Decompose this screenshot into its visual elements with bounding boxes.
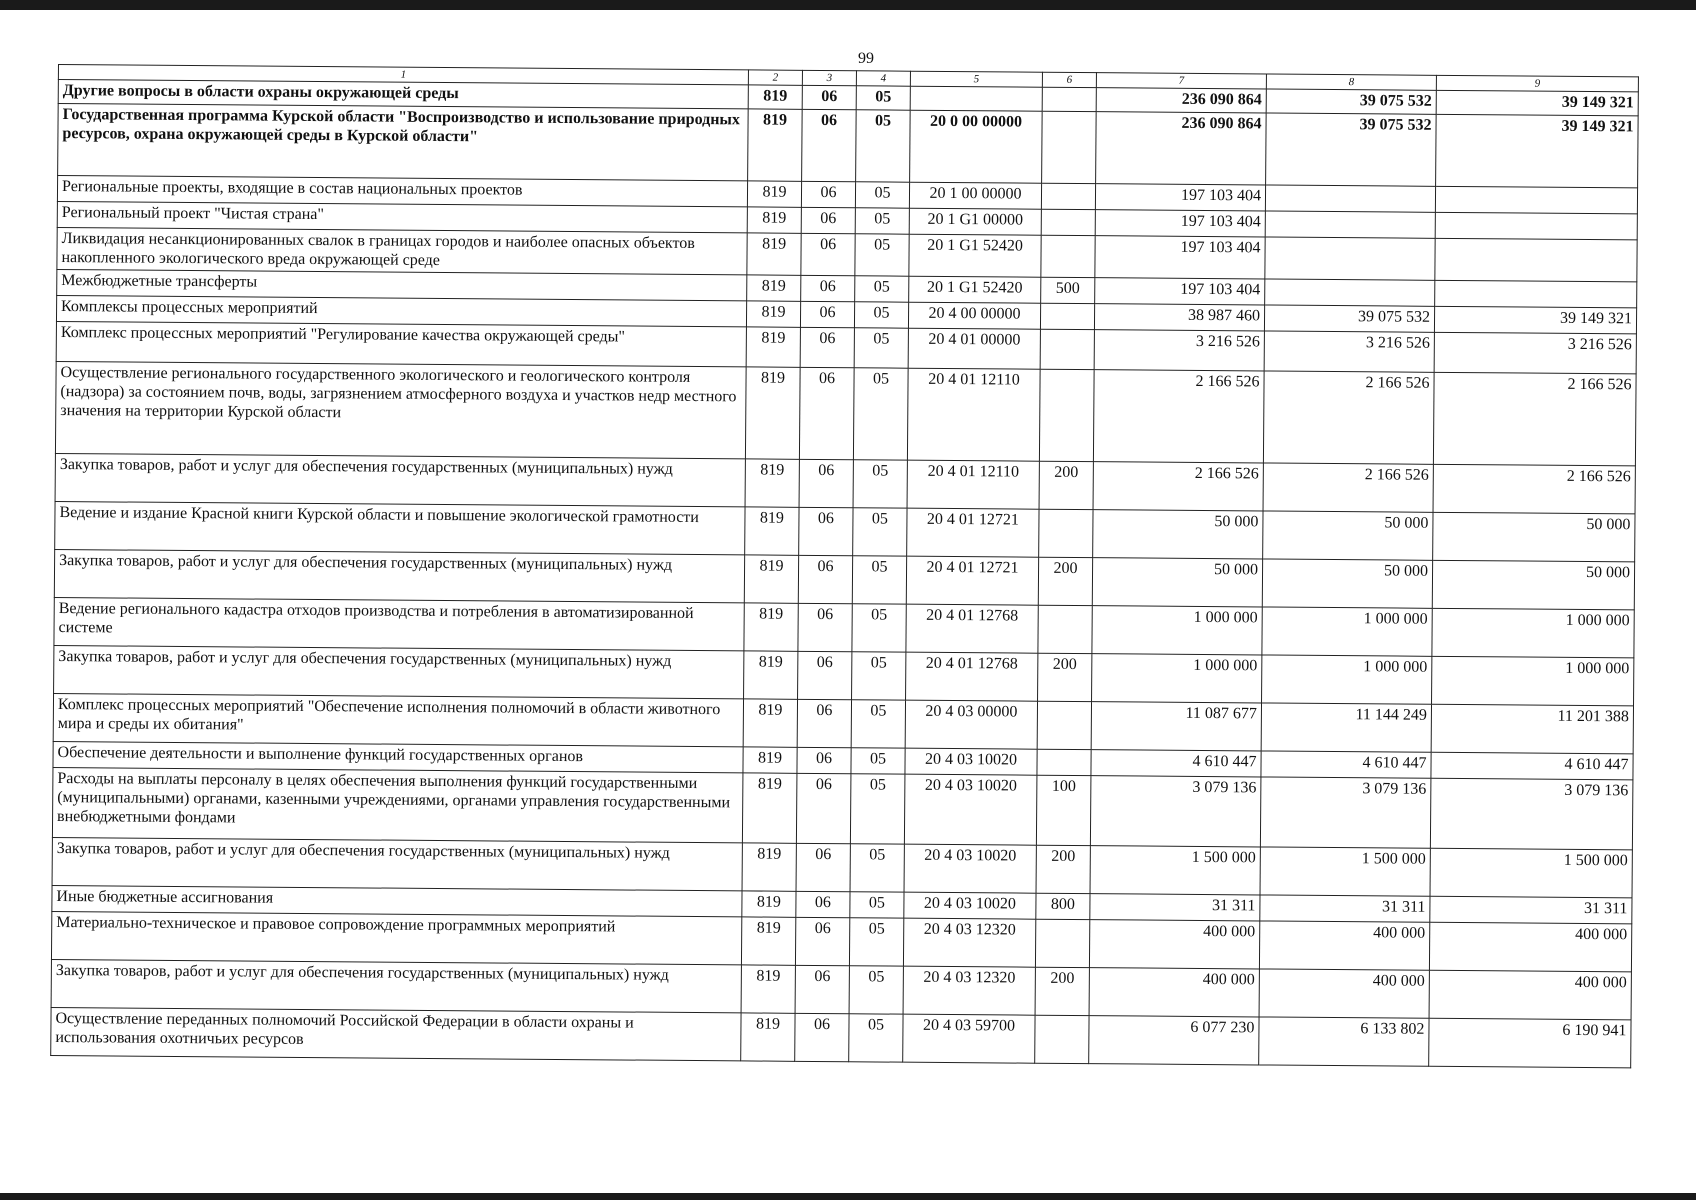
cell-amount-3: 400 000 — [1429, 970, 1631, 1020]
cell-expense-type — [1035, 919, 1089, 967]
cell-name: Закупка товаров, работ и услуг для обеспечения государственных (муниципальных) нужд — [55, 453, 745, 506]
cell-target-article: 20 4 03 00000 — [905, 700, 1037, 749]
cell-name: Государственная программа Курской области "Воспроизводство и использование природных ресурсов, охрана окружающей среды в Курской области" — [58, 104, 749, 181]
cell-grbs: 819 — [741, 917, 795, 965]
column-number: 9 — [1436, 75, 1638, 92]
cell-subsection: 05 — [852, 556, 906, 604]
cell-section: 06 — [798, 603, 852, 651]
cell-amount-3 — [1435, 280, 1637, 308]
cell-target-article: 20 1 G1 52420 — [909, 276, 1041, 303]
cell-amount-1: 38 987 460 — [1094, 304, 1264, 331]
cell-name: Ведение регионального кадастра отходов производства и потребления в автоматизированной системе — [54, 597, 744, 650]
cell-grbs: 819 — [742, 773, 797, 843]
cell-target-article: 20 4 01 00000 — [908, 328, 1040, 369]
cell-grbs: 819 — [747, 181, 801, 207]
budget-table — [50, 64, 1639, 1068]
cell-amount-2: 6 133 802 — [1259, 1017, 1429, 1066]
column-number: 4 — [856, 71, 910, 86]
cell-name: Ведение и издание Красной книги Курской области и повышение экологической грамотности — [55, 501, 745, 554]
cell-section: 06 — [795, 1013, 849, 1061]
cell-amount-1: 1 500 000 — [1090, 846, 1260, 895]
cell-section: 06 — [802, 109, 857, 181]
cell-amount-1: 50 000 — [1092, 558, 1262, 607]
cell-name: Осуществление регионального государственного экологического и геологического контроля (надзора) за состоянием почв, воды, загрязнением атмосферного воздуха и участков недр местного значения на территории Курской области — [55, 361, 746, 458]
cell-amount-3: 39 149 321 — [1436, 90, 1638, 116]
cell-expense-type — [1042, 87, 1096, 111]
cell-amount-3 — [1435, 186, 1637, 214]
cell-section: 06 — [799, 459, 853, 507]
cell-amount-1: 31 311 — [1090, 894, 1260, 921]
cell-amount-2 — [1265, 237, 1435, 280]
cell-expense-type — [1037, 701, 1091, 749]
cell-target-article: 20 4 01 12768 — [906, 604, 1038, 653]
cell-subsection: 05 — [855, 234, 909, 276]
cell-subsection: 05 — [856, 110, 911, 182]
cell-subsection: 05 — [850, 774, 905, 844]
cell-amount-3 — [1435, 238, 1637, 282]
cell-name: Закупка товаров, работ и услуг для обеспечения государственных (муниципальных) нужд — [52, 837, 742, 890]
cell-subsection: 05 — [852, 652, 906, 700]
cell-amount-1: 197 103 404 — [1095, 236, 1265, 279]
cell-subsection: 05 — [853, 368, 908, 460]
cell-amount-1: 6 077 230 — [1089, 1016, 1259, 1065]
scan-border-top — [0, 0, 1696, 10]
cell-subsection: 05 — [853, 460, 907, 508]
cell-grbs: 819 — [747, 207, 801, 233]
cell-expense-type — [1041, 235, 1095, 277]
cell-expense-type — [1037, 749, 1091, 775]
cell-amount-2: 4 610 447 — [1261, 751, 1431, 778]
cell-expense-type: 500 — [1041, 277, 1095, 303]
cell-amount-3: 11 201 388 — [1431, 704, 1633, 754]
cell-section: 06 — [801, 207, 855, 233]
cell-amount-3: 4 610 447 — [1431, 752, 1633, 780]
cell-amount-2 — [1265, 279, 1435, 306]
cell-section: 06 — [797, 699, 851, 747]
cell-grbs: 819 — [747, 233, 801, 275]
cell-target-article: 20 4 01 12110 — [907, 460, 1039, 509]
cell-grbs: 819 — [748, 85, 802, 109]
cell-amount-2: 3 216 526 — [1264, 331, 1434, 372]
table-row — [58, 104, 1639, 188]
cell-section: 06 — [798, 651, 852, 699]
table-row — [52, 767, 1633, 849]
budget-table-sheet — [50, 64, 1638, 1068]
column-number: 3 — [802, 70, 856, 85]
cell-name: Закупка товаров, работ и услуг для обеспечения государственных (муниципальных) нужд — [54, 549, 744, 602]
cell-expense-type — [1035, 1015, 1089, 1063]
cell-section: 06 — [800, 301, 854, 327]
cell-target-article: 20 4 03 12320 — [903, 966, 1035, 1015]
cell-amount-3 — [1435, 212, 1637, 240]
cell-grbs: 819 — [744, 603, 798, 651]
cell-target-article: 20 4 03 10020 — [904, 844, 1036, 893]
cell-subsection: 05 — [855, 208, 909, 234]
cell-subsection: 05 — [853, 508, 907, 556]
cell-name: Материально-техническое и правовое сопровождение программных мероприятий — [51, 911, 741, 964]
cell-amount-1: 50 000 — [1093, 510, 1263, 559]
cell-amount-3: 2 166 526 — [1433, 372, 1636, 466]
cell-subsection: 05 — [855, 182, 909, 208]
cell-expense-type: 100 — [1036, 775, 1091, 845]
cell-amount-2: 50 000 — [1263, 511, 1433, 560]
cell-grbs: 819 — [744, 651, 798, 699]
cell-expense-type — [1039, 509, 1093, 557]
cell-amount-1: 3 216 526 — [1094, 330, 1264, 371]
cell-name: Другие вопросы в области охраны окружающей среды — [58, 80, 748, 109]
cell-amount-1: 197 103 404 — [1095, 278, 1265, 305]
cell-name: Комплекс процессных мероприятий "Обеспечение исполнения полномочий в области животного мира и среды их обитания" — [53, 693, 743, 746]
cell-section: 06 — [796, 891, 850, 917]
cell-expense-type: 200 — [1035, 967, 1089, 1015]
cell-amount-1: 236 090 864 — [1096, 112, 1267, 185]
cell-section: 06 — [799, 507, 853, 555]
cell-name: Региональный проект "Чистая страна" — [57, 201, 747, 232]
cell-target-article: 20 4 01 12721 — [906, 556, 1038, 605]
cell-name: Обеспечение деятельности и выполнение функций государственных органов — [53, 741, 743, 772]
cell-amount-1: 1 000 000 — [1092, 654, 1262, 703]
cell-grbs: 819 — [745, 459, 799, 507]
cell-section: 06 — [801, 275, 855, 301]
cell-name: Закупка товаров, работ и услуг для обеспечения государственных (муниципальных) нужд — [54, 645, 744, 698]
cell-target-article: 20 4 03 10020 — [904, 774, 1037, 845]
cell-amount-3: 3 216 526 — [1434, 332, 1636, 374]
cell-amount-2: 1 000 000 — [1262, 655, 1432, 704]
cell-subsection: 05 — [849, 966, 903, 1014]
cell-grbs: 819 — [743, 747, 797, 773]
cell-amount-2: 400 000 — [1259, 921, 1429, 970]
cell-subsection: 05 — [854, 302, 908, 328]
cell-section: 06 — [798, 555, 852, 603]
column-number: 7 — [1096, 73, 1266, 89]
cell-target-article: 20 4 03 59700 — [903, 1014, 1035, 1063]
cell-amount-2: 1 500 000 — [1260, 847, 1430, 896]
column-number: 6 — [1042, 72, 1096, 87]
cell-amount-2: 39 075 532 — [1264, 305, 1434, 332]
cell-name: Ликвидация несанкционированных свалок в границах городов и наиболее опасных объектов накопленного экологического вреда окружающей среде — [57, 227, 747, 274]
cell-grbs: 819 — [747, 275, 801, 301]
cell-amount-3: 1 500 000 — [1430, 848, 1632, 898]
cell-amount-2: 2 166 526 — [1263, 463, 1433, 512]
cell-section: 06 — [796, 773, 851, 843]
cell-amount-1: 4 610 447 — [1091, 750, 1261, 777]
cell-amount-3: 50 000 — [1433, 512, 1635, 562]
column-number: 5 — [910, 71, 1042, 87]
cell-target-article: 20 1 00 00000 — [909, 182, 1041, 209]
column-number: 8 — [1266, 74, 1436, 90]
cell-amount-2: 400 000 — [1259, 969, 1429, 1018]
cell-subsection: 05 — [849, 918, 903, 966]
cell-name: Комплексы процессных мероприятий — [56, 295, 746, 326]
cell-section: 06 — [796, 843, 850, 891]
cell-amount-1: 400 000 — [1089, 920, 1259, 969]
cell-name: Иные бюджетные ассигнования — [52, 885, 742, 916]
cell-amount-2: 39 075 532 — [1266, 113, 1437, 186]
cell-target-article: 20 1 G1 00000 — [909, 208, 1041, 235]
cell-expense-type — [1041, 209, 1095, 235]
cell-amount-3: 400 000 — [1429, 922, 1631, 972]
cell-amount-1: 11 087 677 — [1091, 702, 1261, 751]
cell-name: Региональные проекты, входящие в состав национальных проектов — [57, 176, 747, 207]
cell-section: 06 — [801, 181, 855, 207]
cell-amount-2: 50 000 — [1262, 559, 1432, 608]
cell-amount-2: 31 311 — [1260, 895, 1430, 922]
cell-amount-3: 2 166 526 — [1433, 464, 1635, 514]
cell-target-article: 20 0 00 00000 — [910, 110, 1043, 183]
cell-amount-1: 2 166 526 — [1093, 370, 1264, 463]
cell-target-article: 20 4 01 12721 — [907, 508, 1039, 557]
page-number: 99 — [858, 50, 874, 67]
scan-border-bottom — [0, 1193, 1696, 1200]
cell-name: Комплекс процессных мероприятий "Регулирование качества окружающей среды" — [56, 321, 746, 366]
cell-expense-type: 200 — [1036, 845, 1090, 893]
cell-section: 06 — [795, 917, 849, 965]
cell-amount-1: 236 090 864 — [1096, 88, 1266, 113]
cell-expense-type — [1040, 303, 1094, 329]
cell-subsection: 05 — [856, 86, 910, 110]
cell-expense-type — [1038, 605, 1092, 653]
cell-amount-1: 197 103 404 — [1095, 184, 1265, 211]
cell-amount-1: 2 166 526 — [1093, 462, 1263, 511]
cell-target-article: 20 4 03 10020 — [905, 748, 1037, 775]
cell-grbs: 819 — [748, 109, 803, 181]
cell-section: 06 — [801, 233, 855, 275]
cell-name: Осуществление переданных полномочий Российской Федерации в области охраны и использования охотничьих ресурсов — [51, 1007, 741, 1060]
table-row — [55, 361, 1636, 465]
cell-amount-3: 31 311 — [1430, 896, 1632, 924]
cell-target-article: 20 4 03 10020 — [904, 892, 1036, 919]
cell-amount-3: 1 000 000 — [1432, 656, 1634, 706]
cell-section: 06 — [797, 747, 851, 773]
cell-amount-1: 197 103 404 — [1095, 210, 1265, 237]
cell-target-article: 20 1 G1 52420 — [909, 234, 1041, 277]
cell-amount-3: 39 149 321 — [1434, 306, 1636, 334]
cell-amount-1: 1 000 000 — [1092, 606, 1262, 655]
cell-grbs: 819 — [741, 1013, 795, 1061]
cell-amount-2: 2 166 526 — [1263, 371, 1434, 464]
cell-grbs: 819 — [742, 891, 796, 917]
cell-subsection: 05 — [855, 276, 909, 302]
cell-amount-2: 1 000 000 — [1262, 607, 1432, 656]
cell-section: 06 — [800, 327, 854, 367]
cell-subsection: 05 — [850, 892, 904, 918]
cell-name: Расходы на выплаты персоналу в целях обеспечения выполнения функций государственными (муниципальными) органами, казенными учреждениями, органами управления государственными внебюджетными фондами — [52, 767, 743, 842]
cell-amount-2: 39 075 532 — [1266, 89, 1436, 114]
cell-grbs: 819 — [741, 965, 795, 1013]
column-number: 2 — [748, 70, 802, 85]
cell-expense-type: 200 — [1038, 557, 1092, 605]
cell-subsection: 05 — [851, 700, 905, 748]
cell-expense-type — [1042, 111, 1097, 183]
cell-expense-type: 800 — [1036, 893, 1090, 919]
cell-expense-type — [1040, 329, 1094, 369]
cell-expense-type: 200 — [1038, 653, 1092, 701]
cell-grbs: 819 — [743, 699, 797, 747]
cell-target-article: 20 4 01 12768 — [906, 652, 1038, 701]
cell-target-article: 20 4 00 00000 — [908, 302, 1040, 329]
cell-expense-type — [1039, 369, 1094, 461]
cell-section: 06 — [802, 85, 856, 109]
cell-subsection: 05 — [850, 844, 904, 892]
column-number: 1 — [58, 65, 748, 85]
cell-subsection: 05 — [849, 1014, 903, 1062]
cell-grbs: 819 — [746, 327, 800, 367]
cell-amount-1: 3 079 136 — [1090, 776, 1261, 847]
cell-expense-type: 200 — [1039, 461, 1093, 509]
cell-target-article: 20 4 03 12320 — [903, 918, 1035, 967]
cell-expense-type — [1041, 183, 1095, 209]
cell-amount-3: 6 190 941 — [1429, 1018, 1631, 1068]
cell-target-article — [910, 86, 1042, 111]
cell-name: Закупка товаров, работ и услуг для обеспечения государственных (муниципальных) нужд — [51, 959, 741, 1012]
cell-grbs: 819 — [745, 367, 800, 459]
cell-subsection: 05 — [854, 328, 908, 368]
cell-subsection: 05 — [852, 604, 906, 652]
cell-amount-3: 39 149 321 — [1436, 114, 1639, 188]
cell-amount-3: 1 000 000 — [1432, 608, 1634, 658]
cell-grbs: 819 — [742, 843, 796, 891]
cell-amount-2 — [1265, 211, 1435, 238]
cell-target-article: 20 4 01 12110 — [907, 368, 1040, 461]
cell-subsection: 05 — [851, 748, 905, 774]
cell-amount-3: 3 079 136 — [1430, 778, 1633, 850]
cell-amount-2: 11 144 249 — [1261, 703, 1431, 752]
cell-section: 06 — [795, 965, 849, 1013]
cell-grbs: 819 — [745, 507, 799, 555]
cell-amount-1: 400 000 — [1089, 968, 1259, 1017]
cell-name: Межбюджетные трансферты — [57, 269, 747, 300]
cell-grbs: 819 — [746, 301, 800, 327]
cell-amount-2 — [1265, 185, 1435, 212]
cell-section: 06 — [799, 367, 854, 459]
cell-amount-2: 3 079 136 — [1260, 777, 1431, 848]
cell-amount-3: 50 000 — [1432, 560, 1634, 610]
cell-grbs: 819 — [744, 555, 798, 603]
